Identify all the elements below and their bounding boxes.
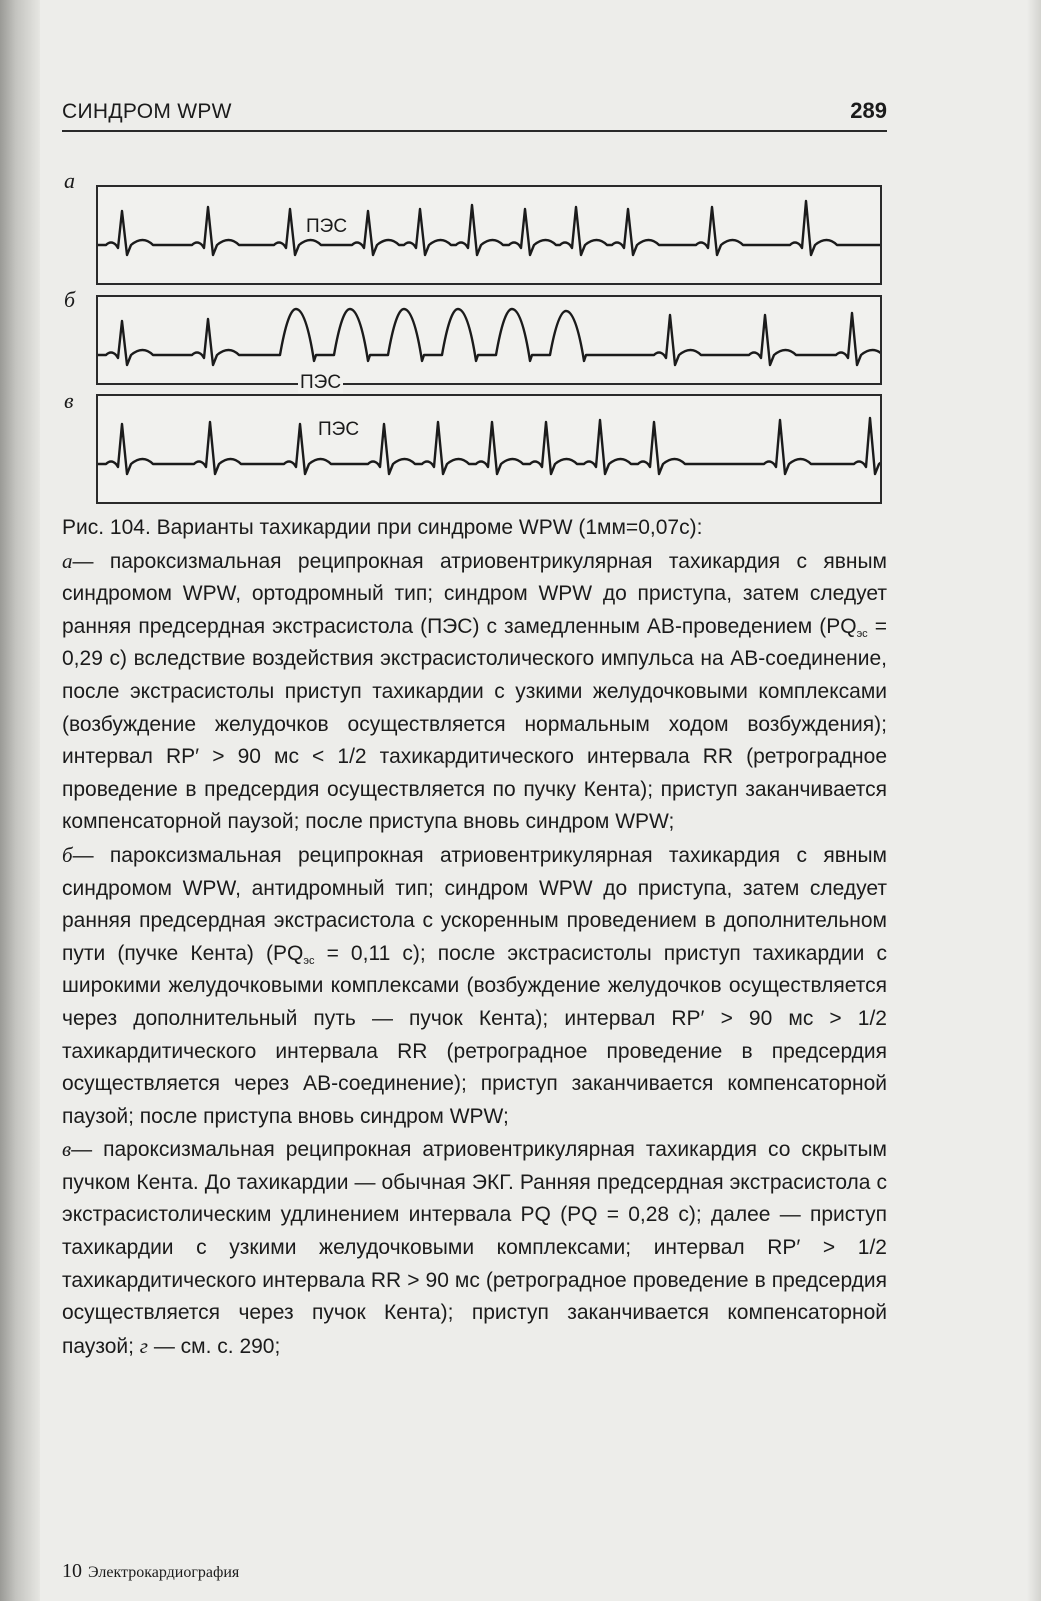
signature-footer (62, 1560, 239, 1583)
page-edge-shadow (1027, 0, 1041, 1601)
ecg-trace-b (98, 297, 880, 383)
ecg-strip-b (96, 295, 882, 393)
figure-caption (62, 512, 887, 1363)
ecg-trace-a (98, 187, 880, 283)
page-number: 289 (850, 98, 887, 123)
ecg-strip-a (96, 185, 882, 285)
running-head: СИНДРОМ WPW (62, 100, 232, 123)
panel-letter-b: б (64, 287, 76, 312)
page-header (62, 98, 887, 132)
caption-item-b: б— пароксизмальная реципрокная атриовентрикулярная тахикардия с явным синдромом WPW, антидромный тип; синдром WPW до приступа, затем следует ранняя предсердная экстрасистола с ускоренным проведением в дополнительном пути (пучке Кента) ($PQ_{эс} = 0,11$ с); после экстрасистолы приступ тахикардии с широкими желудочковыми комплексами (возбуждение желудочков осуществляется через дополнительный путь — пучок Кента); интервал RP′ > 90 мс > 1/2 тахикардитического интервала RR (ретроградное проведение в предсердия осуществляется через АВ-соединение); приступ заканчивается компенсаторной паузой; после приступа вновь синдром WPW; (62, 842, 888, 1128)
pes-annotation-c: ПЭС (318, 419, 360, 440)
signature-text: Электрокардиография (88, 1564, 240, 1581)
book-spine-shadow (0, 0, 40, 1601)
caption-letter-b: б (62, 842, 73, 867)
caption-letter-c: в (62, 1137, 72, 1162)
panel-letter-a: а (64, 168, 75, 193)
caption-item-a: а— пароксизмальная реципрокная атриовентрикулярная тахикардия с явным синдромом WPW, ортодромный тип; синдром WPW до приступа, затем следует ранняя предсердная экстрасистола (ПЭС) с замедленным АВ-проведением ($PQ_{эс} = 0,29$ с) вследствие воздействия экстрасистолического импульса на АВ-соединение, после экстрасистолы приступ тахикардии с узкими желудочковыми комплексами (возбуждение желудочков осуществляется нормальным ходом возбуждения); интервал RP′ > 90 мс < 1/2 тахикардитического интервала RR (ретроградное проведение в предсердия осуществляется по пучку Кента); приступ заканчивается компенсаторной паузой; после приступа вновь синдром WPW; (62, 548, 887, 834)
pes-annotation-b: ПЭС (300, 372, 342, 393)
signature-number: 10 (62, 1560, 82, 1582)
caption-item-c: в— пароксизмальная реципрокная атриовентрикулярная тахикардия со скрытым пучком Кента. До тахикардии — обычная ЭКГ. Ранняя предсердная экстрасистола с экстрасистолическим удлинением интервала PQ (PQ = 0,28 с); далее — приступ тахикардии с узкими желудочковыми комплексами; интервал RP′ > 1/2 тахикардитического интервала RR > 90 мс (ретроградное проведение в предсердия осуществляется через пучок Кента); приступ заканчивается компенсаторной паузой; г — см. с. 290; (62, 1137, 887, 1358)
ecg-strip-c (96, 394, 882, 504)
pes-annotation-a: ПЭС (306, 216, 348, 237)
caption-ref-letter: г (139, 1333, 148, 1358)
ecg-trace-c (98, 396, 880, 502)
panel-letter-c: в (64, 388, 74, 413)
caption-letter-a: а (62, 548, 73, 573)
caption-title: Рис. 104. Варианты тахикардии при синдроме WPW (1мм=0,07с): (62, 516, 703, 539)
